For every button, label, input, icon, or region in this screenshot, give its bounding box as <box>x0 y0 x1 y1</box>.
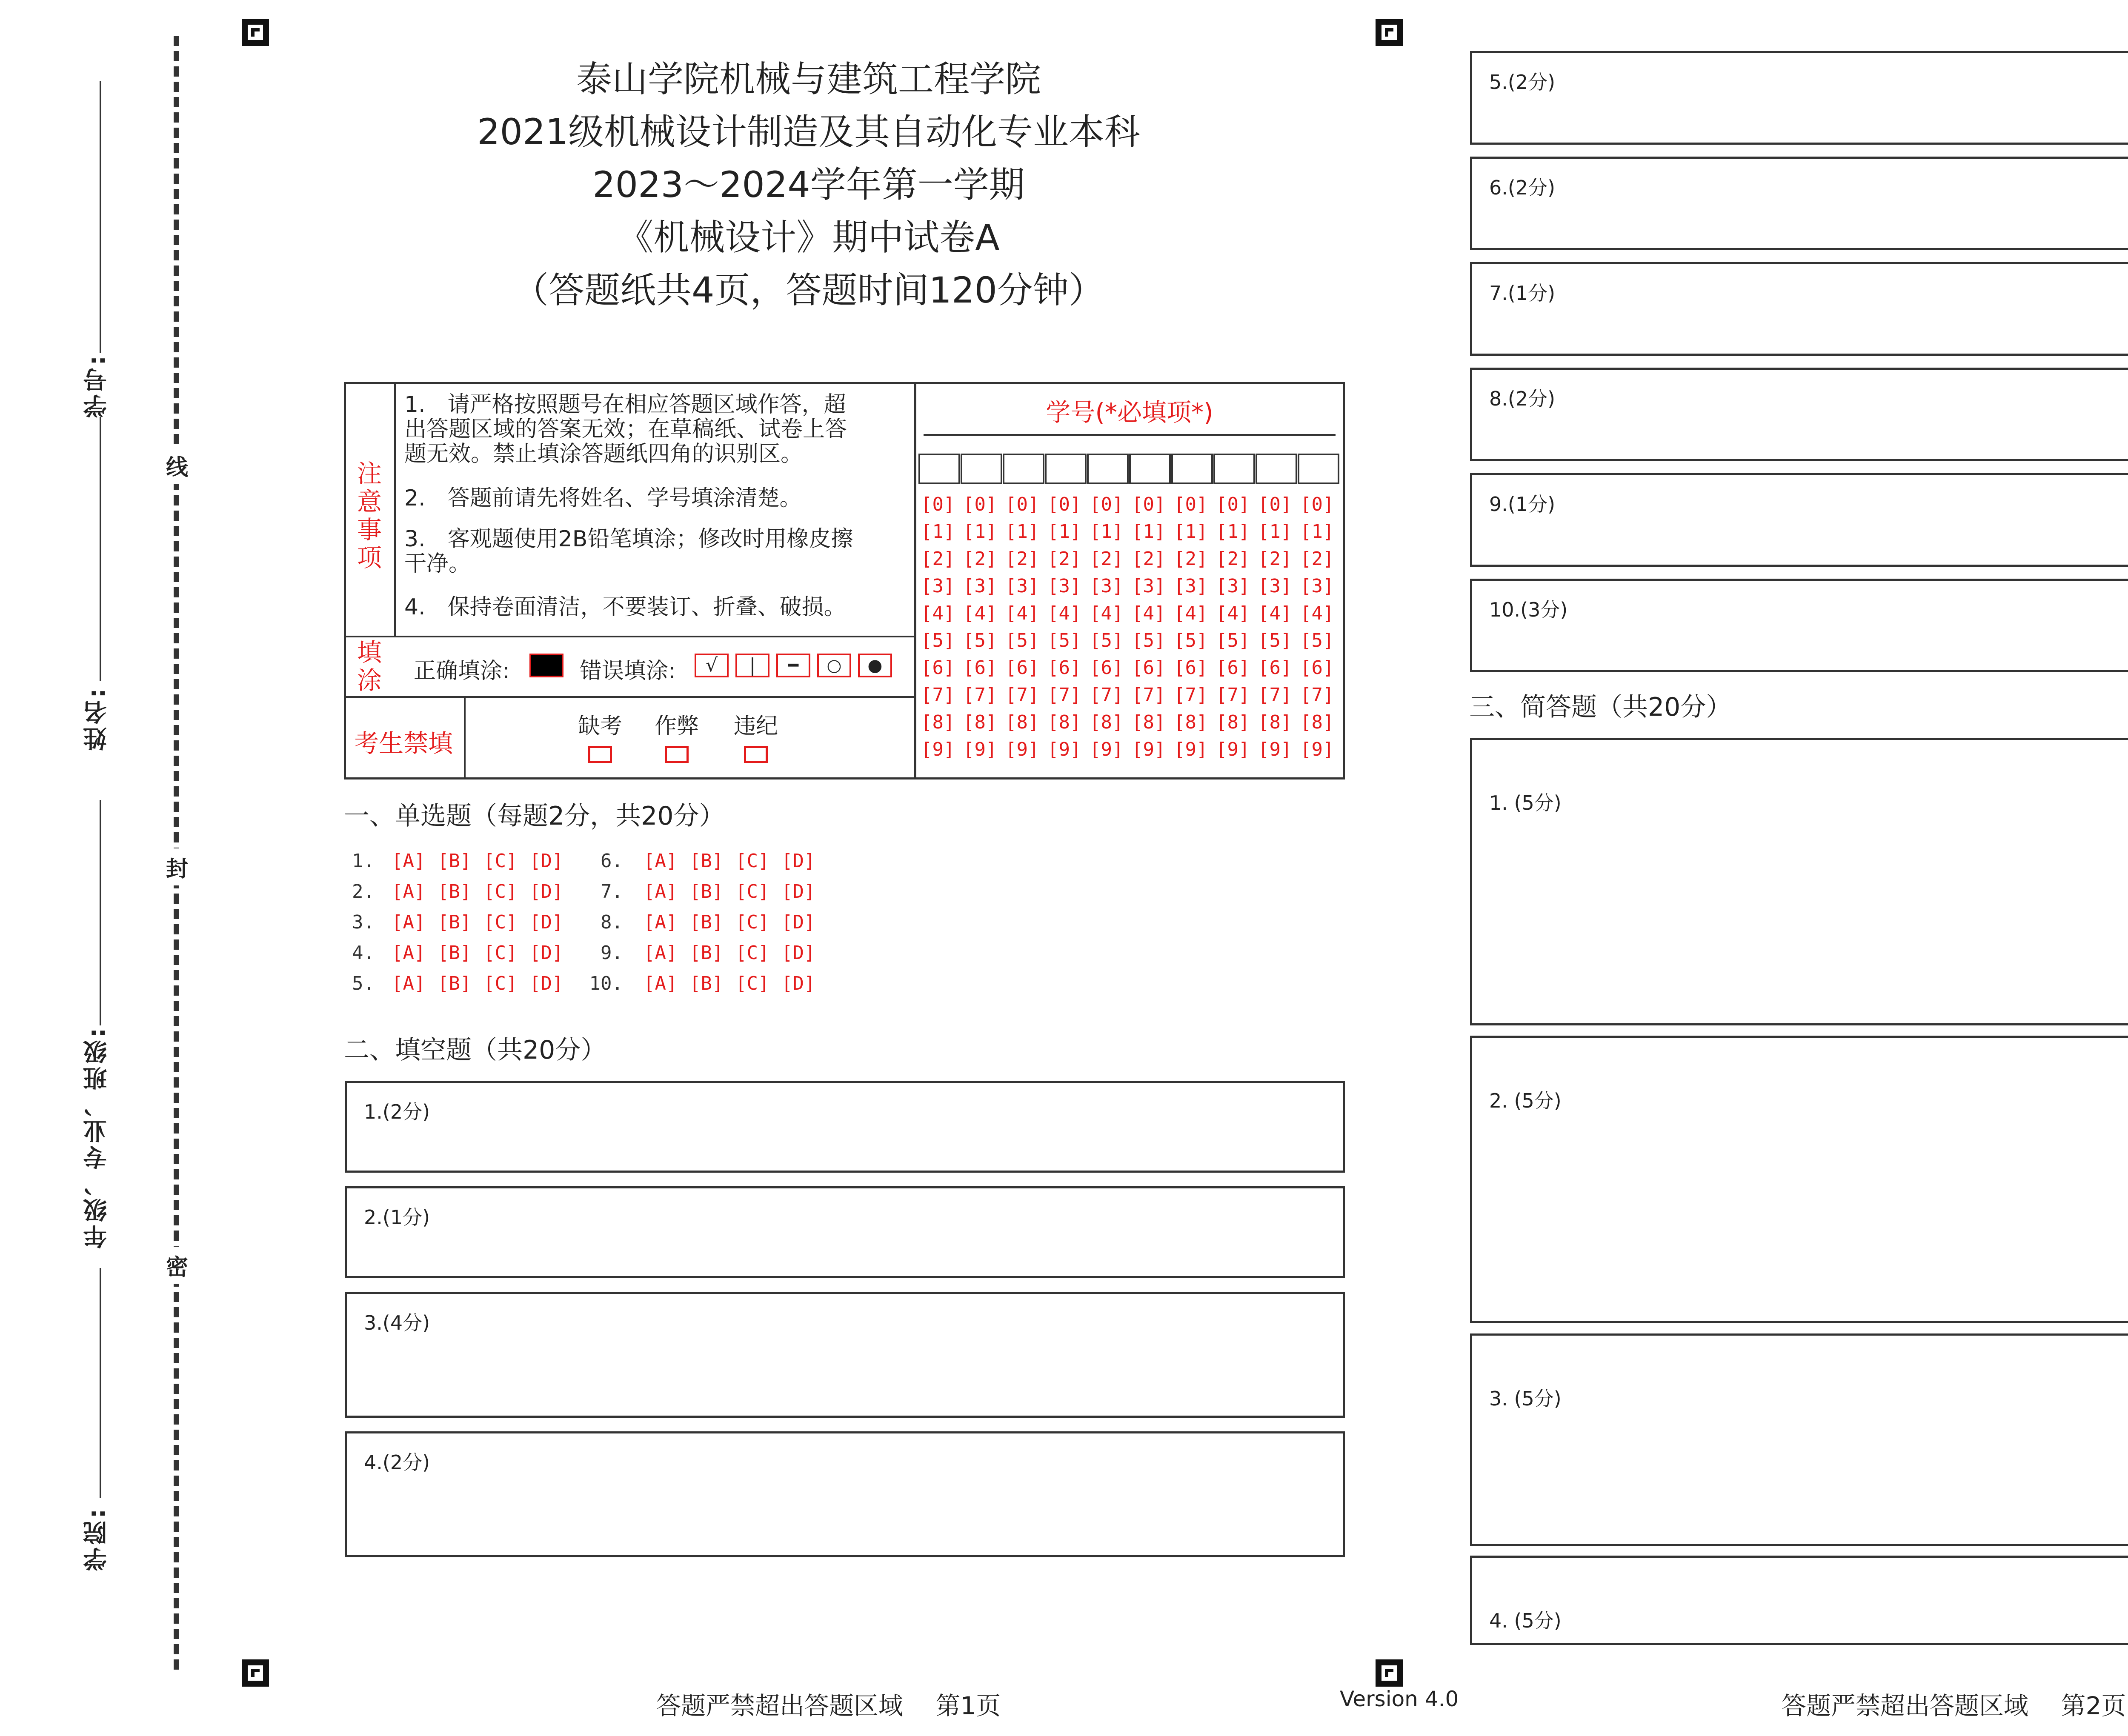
info-divider-row2 <box>344 696 915 698</box>
notice-item-3-line: 3. 客观题使用2B铅笔填涂；修改时用橡皮擦 <box>404 526 853 552</box>
notice-label-char: 意 <box>357 487 382 516</box>
info-divider-forbidden <box>464 696 466 779</box>
notice-label-char: 注 <box>357 459 382 488</box>
student-id-digit-bubble[interactable]: [9] <box>1090 739 1124 760</box>
student-id-digit-bubble[interactable]: [5] <box>1258 630 1292 651</box>
student-id-digit-bubble[interactable]: [1] <box>921 521 955 542</box>
student-id-digit-bubble[interactable]: [7] <box>1258 684 1292 706</box>
single-choice-option-bubble[interactable]: [B] <box>689 881 724 902</box>
banji-label: 年级、专业、班级: <box>83 1025 111 1249</box>
student-id-digit-bubble[interactable]: [1] <box>1258 521 1292 542</box>
student-id-digit-bubble[interactable]: [7] <box>1047 684 1081 706</box>
single-choice-option-bubble[interactable]: [B] <box>438 911 472 933</box>
footer-version: Version 4.0 <box>1340 1687 1459 1711</box>
student-id-write-cell[interactable] <box>1129 454 1171 484</box>
student-id-digit-bubble[interactable]: [3] <box>1300 575 1334 597</box>
student-id-digit-bubble[interactable]: [9] <box>1047 739 1081 760</box>
xuehao-line <box>100 81 101 353</box>
xueyuan-line <box>100 1268 101 1498</box>
single-choice-question-number: 6. <box>601 850 623 872</box>
section2-title: 二、填空题（共20分） <box>344 1035 606 1065</box>
corner-marker-bottom-center <box>1376 1659 1403 1687</box>
student-id-digit-bubble[interactable]: [0] <box>1005 494 1039 515</box>
student-id-digit-bubble[interactable]: [3] <box>1216 575 1250 597</box>
student-id-digit-bubble[interactable]: [7] <box>1216 684 1250 706</box>
fill-blank-q8-label: 8.(2分) <box>1489 387 1556 410</box>
info-divider-label-col <box>394 382 396 636</box>
single-choice-question-number: 1. <box>352 850 375 872</box>
short-answer-q4-label: 4. (5分) <box>1489 1609 1562 1632</box>
single-choice-option-bubble[interactable]: [B] <box>438 850 472 872</box>
single-choice-option-bubble[interactable]: [A] <box>392 911 426 933</box>
student-id-digit-bubble[interactable]: [9] <box>1005 739 1039 760</box>
student-id-digit-bubble[interactable]: [5] <box>1047 630 1081 651</box>
fill-blank-q5-box[interactable] <box>1470 51 2128 145</box>
student-id-digit-bubble[interactable]: [5] <box>1005 630 1039 651</box>
fill-blank-q6-box[interactable] <box>1470 157 2128 250</box>
short-answer-q1-label: 1. (5分) <box>1489 791 1562 814</box>
fill-blank-q6-label: 6.(2分) <box>1489 176 1556 199</box>
student-id-digit-bubble[interactable]: [7] <box>1005 684 1039 706</box>
forbidden-option-box[interactable] <box>665 746 689 763</box>
student-id-digit-bubble[interactable]: [4] <box>1300 602 1334 624</box>
student-id-digit-bubble[interactable]: [9] <box>1216 739 1250 760</box>
student-id-write-cell[interactable] <box>1087 454 1129 484</box>
short-answer-q4-box[interactable] <box>1470 1556 2128 1645</box>
student-id-digit-bubble[interactable]: [4] <box>1090 602 1124 624</box>
student-id-digit-bubble[interactable]: [8] <box>1047 711 1081 733</box>
student-id-digit-bubble[interactable]: [5] <box>1300 630 1334 651</box>
single-choice-question-number: 7. <box>601 881 623 902</box>
forbidden-option-cheat <box>651 708 702 763</box>
single-choice-option-bubble[interactable]: [C] <box>483 973 518 994</box>
student-id-digit-bubble[interactable]: [1] <box>1300 521 1334 542</box>
single-choice-option-bubble[interactable]: [D] <box>781 850 815 872</box>
single-choice-option-bubble[interactable]: [D] <box>529 881 563 902</box>
wrong-fill-label: 错误填涂: <box>580 658 676 684</box>
wrong-fill-circle-icon: ○ <box>817 654 851 677</box>
student-id-write-cell[interactable] <box>961 454 1002 484</box>
student-id-write-cell[interactable] <box>1213 454 1255 484</box>
student-id-write-cell[interactable] <box>1003 454 1044 484</box>
student-id-digit-bubble[interactable]: [8] <box>1132 711 1166 733</box>
single-choice-question-number: 8. <box>601 911 623 933</box>
student-id-digit-bubble[interactable]: [1] <box>963 521 997 542</box>
single-choice-option-bubble[interactable]: [D] <box>781 942 815 964</box>
student-id-digit-bubble[interactable]: [8] <box>1300 711 1334 733</box>
student-id-digit-bubble[interactable]: [2] <box>1216 548 1250 570</box>
student-id-digit-bubble[interactable]: [9] <box>1132 739 1166 760</box>
student-id-digit-bubble[interactable]: [2] <box>1174 548 1208 570</box>
single-choice-question-number: 4. <box>352 942 375 964</box>
student-id-digit-bubble[interactable]: [6] <box>921 657 955 679</box>
short-answer-q2-box[interactable] <box>1470 1036 2128 1323</box>
student-id-digit-bubble[interactable]: [7] <box>1090 684 1124 706</box>
student-id-digit-bubble[interactable]: [6] <box>1090 657 1124 679</box>
single-choice-option-bubble[interactable]: [A] <box>644 881 678 902</box>
student-id-digit-bubble[interactable]: [9] <box>921 739 955 760</box>
fill-label-char: 填 <box>357 638 382 667</box>
student-id-digit-bubble[interactable]: [3] <box>1174 575 1208 597</box>
single-choice-question-number: 2. <box>352 881 375 902</box>
single-choice-option-bubble[interactable]: [C] <box>483 942 518 964</box>
student-id-write-cell[interactable] <box>1171 454 1213 484</box>
fill-blank-q1-label: 1.(2分) <box>364 1100 430 1123</box>
student-id-digit-bubble[interactable]: [4] <box>963 602 997 624</box>
fill-label-char: 涂 <box>357 666 382 695</box>
notice-label-char: 事 <box>357 515 382 544</box>
student-id-digit-bubble[interactable]: [9] <box>963 739 997 760</box>
student-id-digit-bubble[interactable]: [0] <box>1090 494 1124 515</box>
student-id-digit-bubble[interactable]: [6] <box>1132 657 1166 679</box>
corner-marker-top-left <box>242 19 269 46</box>
student-id-digit-bubble[interactable]: [3] <box>921 575 955 597</box>
student-id-digit-bubble[interactable]: [4] <box>1258 602 1292 624</box>
student-id-digit-bubble[interactable]: [7] <box>1300 684 1334 706</box>
student-id-digit-bubble[interactable]: [8] <box>1174 711 1208 733</box>
student-id-digit-bubble[interactable]: [8] <box>1005 711 1039 733</box>
single-choice-option-bubble[interactable]: [D] <box>529 973 563 994</box>
student-id-digit-bubble[interactable]: [4] <box>1216 602 1250 624</box>
student-id-digit-bubble[interactable]: [3] <box>1090 575 1124 597</box>
single-choice-option-bubble[interactable]: [A] <box>644 973 678 994</box>
student-id-digit-bubble[interactable]: [8] <box>1216 711 1250 733</box>
single-choice-option-bubble[interactable]: [D] <box>529 942 563 964</box>
single-choice-question-number: 5. <box>352 973 375 994</box>
student-id-digit-bubble[interactable]: [1] <box>1132 521 1166 542</box>
fill-label <box>356 638 383 694</box>
student-id-digit-bubble[interactable]: [1] <box>1216 521 1250 542</box>
footer-page2: 答题严禁超出答题区域 第2页 <box>1782 1691 2126 1720</box>
student-id-digit-bubble[interactable]: [4] <box>1174 602 1208 624</box>
section3-title: 三、简答题（共20分） <box>1469 692 1732 722</box>
info-divider-row1 <box>344 636 915 637</box>
student-id-digit-bubble[interactable]: [8] <box>1258 711 1292 733</box>
single-choice-option-bubble[interactable]: [B] <box>689 911 724 933</box>
student-id-digit-bubble[interactable]: [4] <box>921 602 955 624</box>
student-id-digit-bubble[interactable]: [2] <box>921 548 955 570</box>
xingming-line <box>100 417 101 681</box>
student-id-digit-bubble[interactable]: [0] <box>1047 494 1081 515</box>
student-id-digit-bubble[interactable]: [3] <box>1005 575 1039 597</box>
single-choice-question-number: 9. <box>601 942 623 964</box>
single-choice-option-bubble[interactable]: [B] <box>438 881 472 902</box>
page-title-line5: （答题纸共4页，答题时间120分钟） <box>513 269 1104 311</box>
single-choice-option-bubble[interactable]: [B] <box>438 942 472 964</box>
student-id-digit-bubble[interactable]: [5] <box>1090 630 1124 651</box>
forbidden-option-box[interactable] <box>744 746 768 763</box>
fill-blank-q1-box[interactable] <box>345 1081 1345 1173</box>
info-divider-vertical-main <box>914 382 916 779</box>
student-id-digit-bubble[interactable]: [0] <box>1258 494 1292 515</box>
student-id-digit-bubble[interactable]: [4] <box>1132 602 1166 624</box>
single-choice-option-bubble[interactable]: [D] <box>781 911 815 933</box>
single-choice-option-bubble[interactable]: [A] <box>644 911 678 933</box>
fill-blank-q8-box[interactable] <box>1470 368 2128 461</box>
notice-item-2-line: 2. 答题前请先将姓名、学号填涂清楚。 <box>404 485 802 511</box>
banji-line <box>100 800 101 1025</box>
notice-item-4 <box>404 595 846 620</box>
fill-blank-q4-label: 4.(2分) <box>364 1451 430 1474</box>
student-id-write-cell[interactable] <box>1298 454 1339 484</box>
xingming-label: 姓名: <box>83 686 111 751</box>
notice-item-1-line: 题无效。禁止填涂答题纸四角的识别区。 <box>404 441 803 467</box>
correct-fill-label: 正确填涂: <box>414 658 510 684</box>
forbidden-option-label: 违纪 <box>733 714 778 739</box>
single-choice-option-bubble[interactable]: [B] <box>689 973 724 994</box>
single-choice-option-bubble[interactable]: [C] <box>483 881 518 902</box>
student-id-digit-bubble[interactable]: [2] <box>1047 548 1081 570</box>
corner-marker-bottom-left <box>242 1659 269 1687</box>
single-choice-option-bubble[interactable]: [A] <box>644 850 678 872</box>
fill-blank-q2-label: 2.(1分) <box>364 1206 430 1229</box>
student-id-digit-bubble[interactable]: [2] <box>1090 548 1124 570</box>
student-id-digit-bubble[interactable]: [0] <box>921 494 955 515</box>
student-id-digit-bubble[interactable]: [3] <box>1047 575 1081 597</box>
fill-blank-q9-label: 9.(1分) <box>1489 493 1556 516</box>
fill-blank-q4-box[interactable] <box>345 1431 1345 1557</box>
student-id-digit-bubble[interactable]: [5] <box>963 630 997 651</box>
student-id-digit-bubble[interactable]: [9] <box>1174 739 1208 760</box>
single-choice-option-bubble[interactable]: [D] <box>781 973 815 994</box>
student-id-digit-bubble[interactable]: [6] <box>1216 657 1250 679</box>
fill-blank-q5-label: 5.(2分) <box>1489 71 1556 94</box>
notice-item-2 <box>404 486 802 511</box>
single-choice-option-bubble[interactable]: [A] <box>392 850 426 872</box>
footer-page1: 答题严禁超出答题区域 第1页 <box>656 1691 1001 1720</box>
student-id-digit-bubble[interactable]: [8] <box>921 711 955 733</box>
single-choice-option-bubble[interactable]: [C] <box>735 973 769 994</box>
single-choice-option-bubble[interactable]: [A] <box>392 942 426 964</box>
notice-item-3 <box>404 527 853 576</box>
corner-marker-top-center <box>1376 19 1403 46</box>
student-id-digit-bubble[interactable]: [7] <box>963 684 997 706</box>
forbidden-option-label: 作弊 <box>654 714 699 739</box>
xueyuan-label: 学院: <box>83 1506 111 1571</box>
student-id-digit-bubble[interactable]: [5] <box>1216 630 1250 651</box>
student-id-digit-bubble[interactable]: [0] <box>1174 494 1208 515</box>
forbidden-option-absent <box>575 708 626 763</box>
single-choice-option-bubble[interactable]: [D] <box>529 911 563 933</box>
student-id-digit-bubble[interactable]: [5] <box>1132 630 1166 651</box>
seal-char-xian: 线 <box>166 447 188 484</box>
notice-label-char: 项 <box>357 543 382 572</box>
student-id-digit-bubble[interactable]: [2] <box>963 548 997 570</box>
short-answer-q3-box[interactable] <box>1470 1333 2128 1546</box>
student-id-digit-bubble[interactable]: [7] <box>921 684 955 706</box>
short-answer-q2-label: 2. (5分) <box>1489 1089 1562 1112</box>
student-id-digit-bubble[interactable]: [1] <box>1090 521 1124 542</box>
page-title-line4: 《机械设计》期中试卷A <box>618 217 1000 258</box>
seal-char-mi: 密 <box>166 1247 188 1284</box>
student-id-digit-bubble[interactable]: [6] <box>1300 657 1334 679</box>
student-id-write-cell[interactable] <box>918 454 960 484</box>
student-id-digit-bubble[interactable]: [0] <box>1300 494 1334 515</box>
fill-blank-q10-label: 10.(3分) <box>1489 598 1568 621</box>
page-title-line1: 泰山学院机械与建筑工程学院 <box>576 58 1041 100</box>
student-id-digit-bubble[interactable]: [1] <box>1174 521 1208 542</box>
student-id-digit-bubble[interactable]: [2] <box>1300 548 1334 570</box>
student-id-digit-bubble[interactable]: [7] <box>1132 684 1166 706</box>
student-id-digit-bubble[interactable]: [6] <box>1174 657 1208 679</box>
page-title-line3: 2023～2024学年第一学期 <box>592 164 1025 206</box>
single-choice-option-bubble[interactable]: [C] <box>735 942 769 964</box>
student-id-digit-bubble[interactable]: [6] <box>1005 657 1039 679</box>
student-id-title: 学号(*必填项*) <box>1046 398 1213 427</box>
student-id-underline <box>924 434 1336 436</box>
wrong-fill-bar-icon: | <box>735 654 769 677</box>
forbidden-option-violation <box>730 708 781 763</box>
fill-blank-q3-box[interactable] <box>345 1292 1345 1418</box>
notice-item-1-line: 出答题区域的答案无效；在草稿纸、试卷上答 <box>404 417 847 442</box>
page-title-line2: 2021级机械设计制造及其自动化专业本科 <box>477 111 1140 153</box>
single-choice-option-bubble[interactable]: [B] <box>438 973 472 994</box>
single-choice-question-number: 10. <box>589 973 623 994</box>
notice-item-1-line: 1. 请严格按照题号在相应答题区域作答，超 <box>404 392 846 417</box>
notice-item-1 <box>404 392 847 466</box>
single-choice-option-bubble[interactable]: [A] <box>392 973 426 994</box>
student-id-digit-bubble[interactable]: [6] <box>963 657 997 679</box>
single-choice-question-number: 3. <box>352 911 375 933</box>
student-id-digit-bubble[interactable]: [2] <box>1132 548 1166 570</box>
student-id-digit-bubble[interactable]: [4] <box>1005 602 1039 624</box>
notice-item-3-line: 干净。 <box>404 551 471 577</box>
student-id-write-cell[interactable] <box>1045 454 1087 484</box>
single-choice-option-bubble[interactable]: [C] <box>735 881 769 902</box>
section1-title: 一、单选题（每题2分，共20分） <box>344 801 725 831</box>
single-choice-option-bubble[interactable]: [A] <box>644 942 678 964</box>
student-id-digit-bubble[interactable]: [3] <box>963 575 997 597</box>
student-id-digit-bubble[interactable]: [0] <box>1216 494 1250 515</box>
single-choice-option-bubble[interactable]: [D] <box>529 850 563 872</box>
student-id-digit-bubble[interactable]: [3] <box>1132 575 1166 597</box>
student-id-digit-bubble[interactable]: [1] <box>1005 521 1039 542</box>
student-id-digit-bubble[interactable]: [2] <box>1005 548 1039 570</box>
student-id-write-cell[interactable] <box>1256 454 1297 484</box>
notice-label <box>356 460 383 572</box>
single-choice-option-bubble[interactable]: [C] <box>735 850 769 872</box>
student-id-digit-bubble[interactable]: [3] <box>1258 575 1292 597</box>
student-id-digit-bubble[interactable]: [1] <box>1047 521 1081 542</box>
student-id-digit-bubble[interactable]: [9] <box>1300 739 1334 760</box>
fill-blank-q9-box[interactable] <box>1470 473 2128 567</box>
notice-item-4-line: 4. 保持卷面清洁，不要装订、折叠、破损。 <box>404 594 846 620</box>
student-id-digit-bubble[interactable]: [9] <box>1258 739 1292 760</box>
wrong-fill-dash-icon: ━ <box>776 654 810 677</box>
student-id-digit-bubble[interactable]: [5] <box>921 630 955 651</box>
wrong-fill-check-icon: √ <box>695 654 729 677</box>
correct-fill-sample <box>529 654 563 677</box>
single-choice-option-bubble[interactable]: [B] <box>689 942 724 964</box>
forbidden-option-box[interactable] <box>588 746 612 763</box>
single-choice-option-bubble[interactable]: [D] <box>781 881 815 902</box>
student-id-digit-bubble[interactable]: [4] <box>1047 602 1081 624</box>
forbidden-label: 考生禁填 <box>354 729 453 758</box>
student-id-digit-bubble[interactable]: [0] <box>1132 494 1166 515</box>
seal-char-feng: 封 <box>166 848 188 885</box>
fill-blank-q7-label: 7.(1分) <box>1489 282 1556 305</box>
forbidden-option-label: 缺考 <box>578 714 622 739</box>
xuehao-label: 学号: <box>83 353 111 418</box>
wrong-fill-dot-icon: ● <box>858 654 892 677</box>
student-id-digit-bubble[interactable]: [2] <box>1258 548 1292 570</box>
short-answer-q1-box[interactable] <box>1470 738 2128 1025</box>
short-answer-q3-label: 3. (5分) <box>1489 1387 1562 1410</box>
single-choice-option-bubble[interactable]: [A] <box>392 881 426 902</box>
student-id-digit-bubble[interactable]: [6] <box>1047 657 1081 679</box>
student-id-digit-bubble[interactable]: [8] <box>1090 711 1124 733</box>
student-id-digit-bubble[interactable]: [8] <box>963 711 997 733</box>
fill-blank-q7-box[interactable] <box>1470 262 2128 356</box>
single-choice-option-bubble[interactable]: [C] <box>735 911 769 933</box>
single-choice-option-bubble[interactable]: [C] <box>483 850 518 872</box>
fill-blank-q2-box[interactable] <box>345 1186 1345 1278</box>
student-id-digit-bubble[interactable]: [5] <box>1174 630 1208 651</box>
student-id-digit-bubble[interactable]: [7] <box>1174 684 1208 706</box>
single-choice-option-bubble[interactable]: [B] <box>689 850 724 872</box>
fill-blank-q3-label: 3.(4分) <box>364 1311 430 1334</box>
fill-blank-q10-box[interactable] <box>1470 579 2128 672</box>
single-choice-option-bubble[interactable]: [C] <box>483 911 518 933</box>
student-id-digit-bubble[interactable]: [6] <box>1258 657 1292 679</box>
student-id-digit-bubble[interactable]: [0] <box>963 494 997 515</box>
